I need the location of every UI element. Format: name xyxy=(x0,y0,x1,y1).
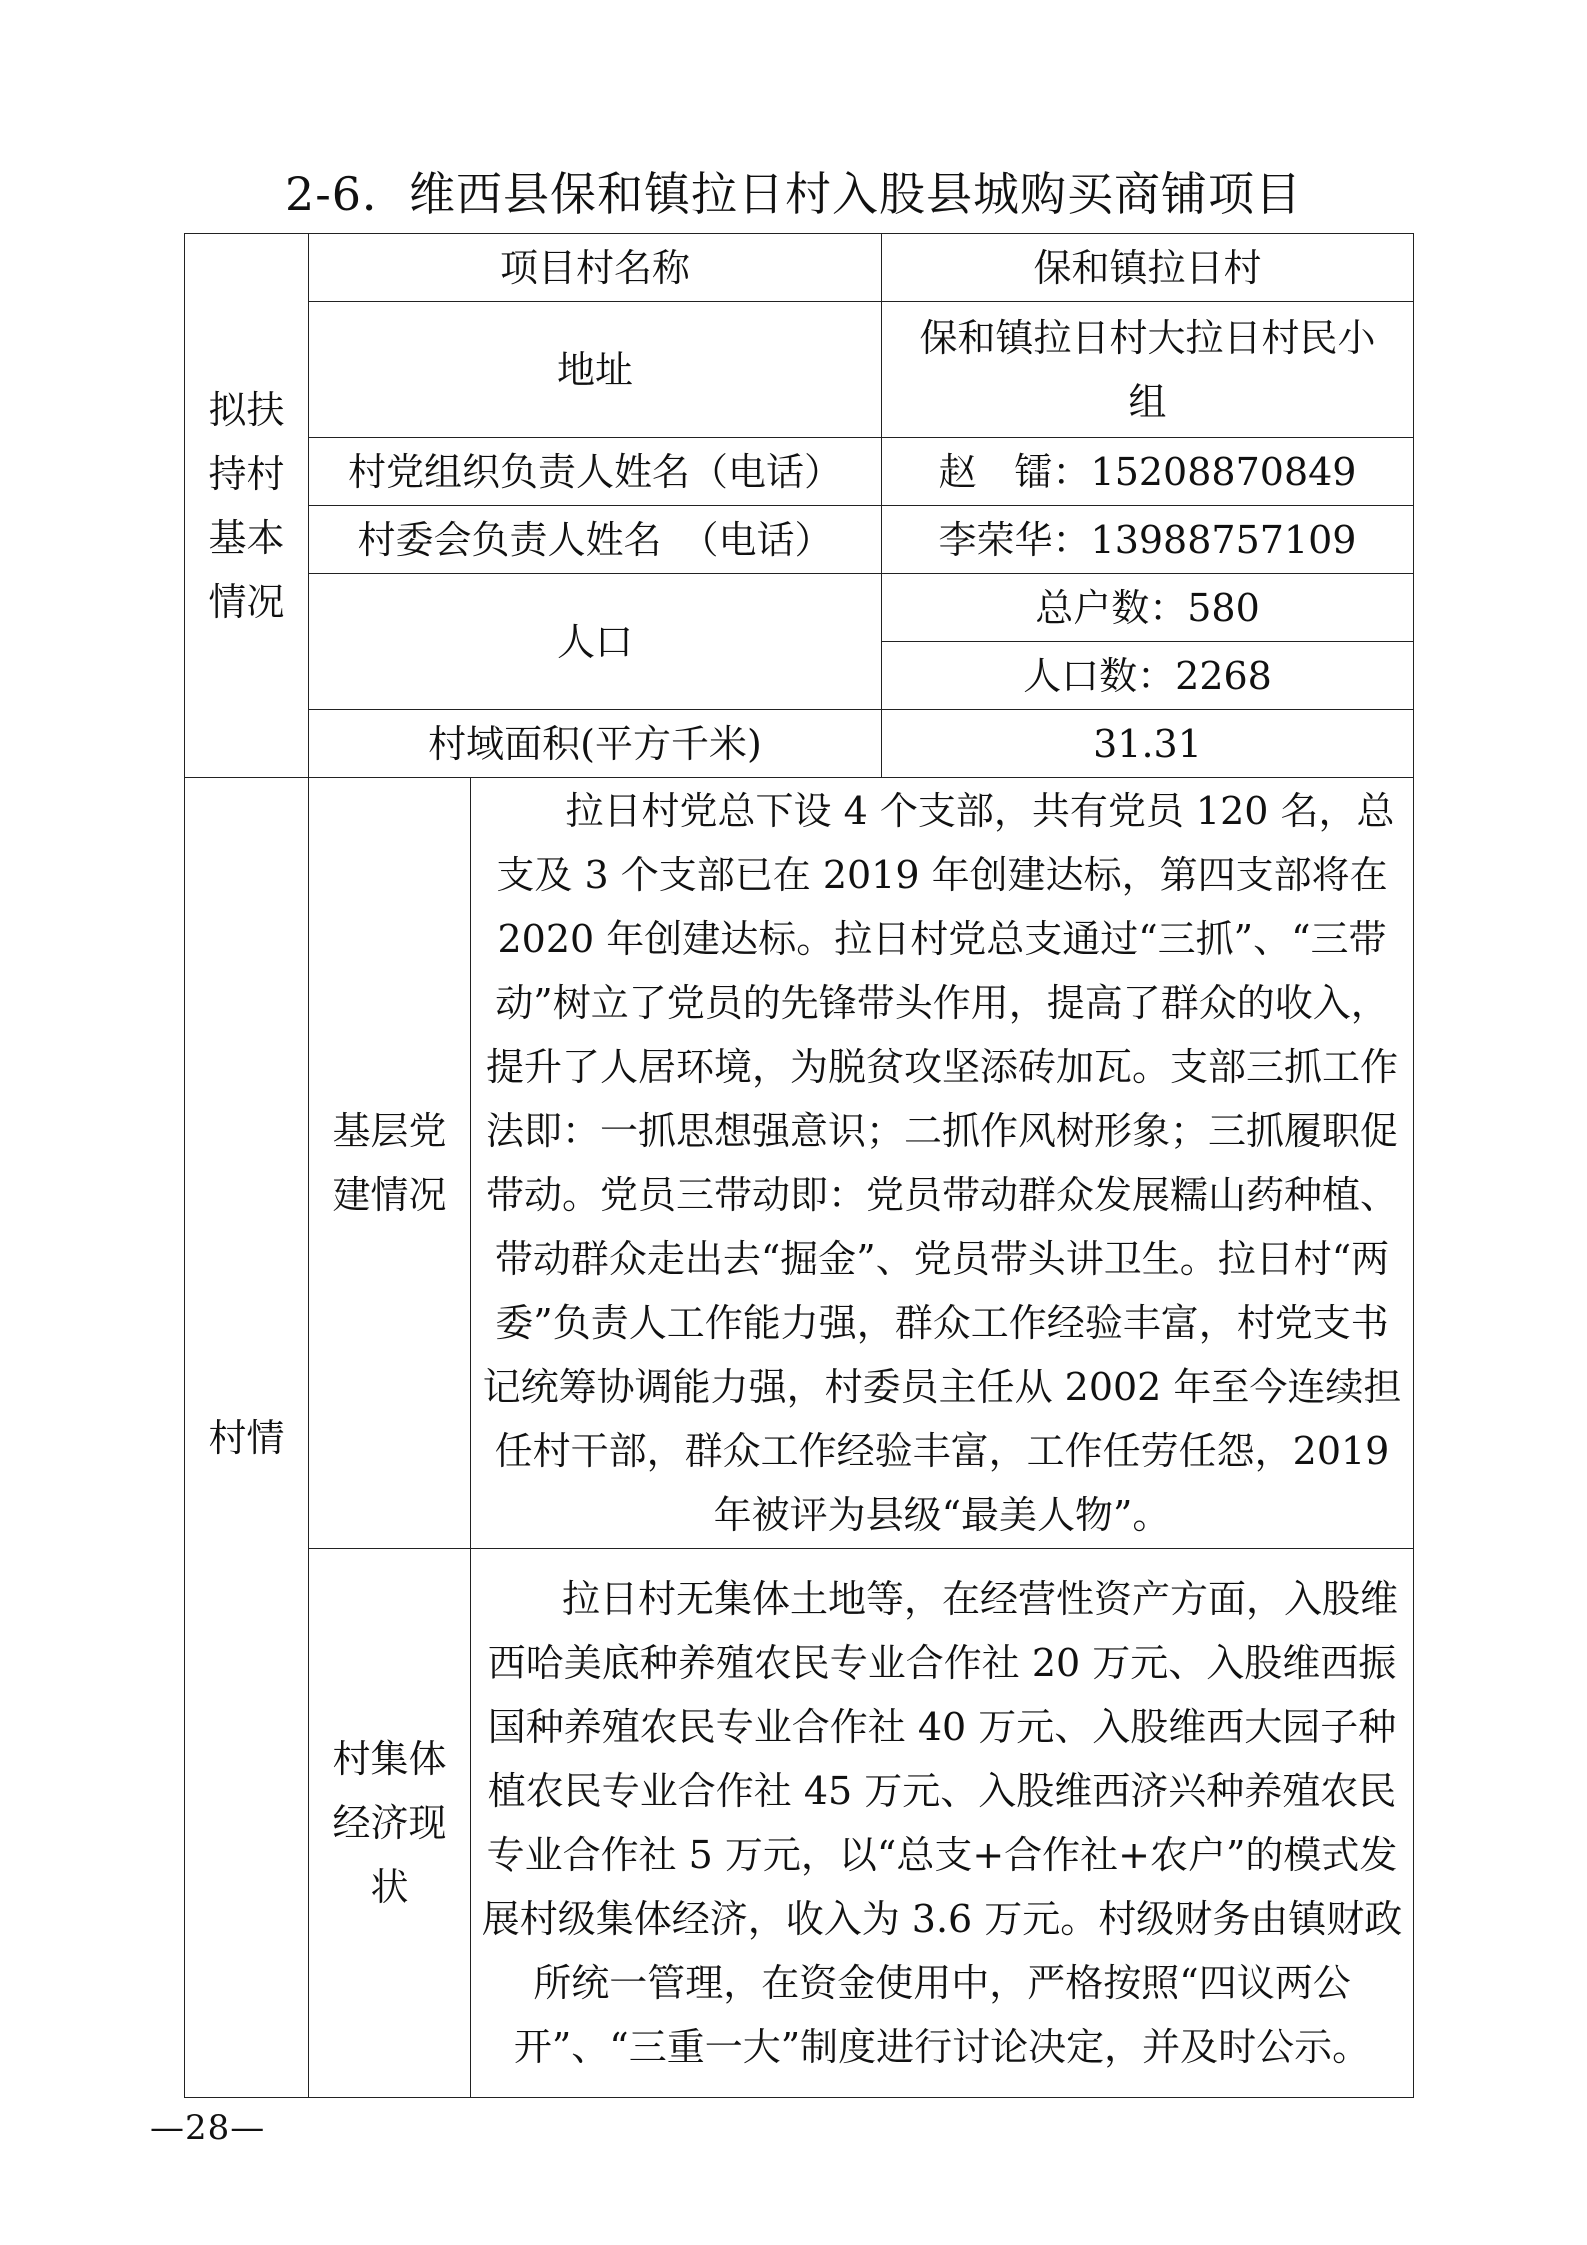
party-leader-label: 村党组织负责人姓名（电话） xyxy=(309,438,882,506)
population-label: 人口 xyxy=(309,574,882,710)
committee-leader-label: 村委会负责人姓名 （电话） xyxy=(309,506,882,574)
area-label: 村域面积(平方千米) xyxy=(309,710,882,778)
households-value: 总户数：580 xyxy=(882,574,1414,642)
village-name-label: 项目村名称 xyxy=(309,234,882,302)
collective-economy-text xyxy=(471,1549,1414,2098)
collective-economy-paragraph: 拉日村无集体土地等，在经营性资产方面，入股维西哈美底种养殖农民专业合作社 20 万元、入股维西振国种养殖农民专业合作社 40 万元、入股维西大园子种植农民专业合作社 45 万元、入股维西济兴种养殖农民专业合作社 5 万元，以“总支+合作社+农户”的模式发展村级集体经济，收入为 3.6 万元。村级财务由镇财政所统一管理，在资金使用中，严格按照“四议两公开”、“三重一大”制度进行讨论决定，并及时公示。 xyxy=(481,1577,1403,2069)
area-value: 31.31 xyxy=(882,710,1414,778)
party-leader-value: 赵 镭：15208870849 xyxy=(882,438,1414,506)
table-row xyxy=(185,506,1414,574)
party-building-text xyxy=(471,778,1414,1549)
page-title: 2-6．维西县保和镇拉日村入股县城购买商铺项目 xyxy=(284,167,1303,221)
address-value: 保和镇拉日村大拉日村民小组 xyxy=(882,302,1414,438)
village-info-table xyxy=(184,233,1414,2098)
section-village-status-label: 村情 xyxy=(185,778,309,2098)
table-row xyxy=(185,438,1414,506)
party-building-paragraph: 拉日村党总下设 4 个支部，共有党员 120 名，总支及 3 个支部已在 2019 年创建达标，第四支部将在 2020 年创建达标。拉日村党总支通过“三抓”、“三带动”树立了党员的先锋带头作用，提高了群众的收入，提升了人居环境，为脱贫攻坚添砖加瓦。支部三抓工作法即：一抓思想强意识；二抓作风树形象；三抓履职促带动。党员三带动即：党员带动群众发展糯山药种植、带动群众走出去“掘金”、党员带头讲卫生。拉日村“两委”负责人工作能力强，群众工作经验丰富，村党支书记统筹协调能力强，村委员主任从 2002 年至今连续担任村干部，群众工作经验丰富，工作任劳任怨，2019 年被评为县级“最美人物”。 xyxy=(482,789,1402,1537)
table-row xyxy=(185,574,1414,642)
table-row xyxy=(185,710,1414,778)
address-label: 地址 xyxy=(309,302,882,438)
section-basic-info-label: 拟扶持村基本情况 xyxy=(185,234,309,778)
table-row xyxy=(185,234,1414,302)
table-row xyxy=(185,1549,1414,2098)
collective-economy-label: 村集体经济现状 xyxy=(309,1549,471,2098)
people-value: 人口数：2268 xyxy=(882,642,1414,710)
table-row xyxy=(185,302,1414,438)
party-building-label: 基层党建情况 xyxy=(309,778,471,1549)
committee-leader-value: 李荣华：13988757109 xyxy=(882,506,1414,574)
village-name-value: 保和镇拉日村 xyxy=(882,234,1414,302)
page-number: —28— xyxy=(150,2108,266,2148)
table-row xyxy=(185,778,1414,1549)
